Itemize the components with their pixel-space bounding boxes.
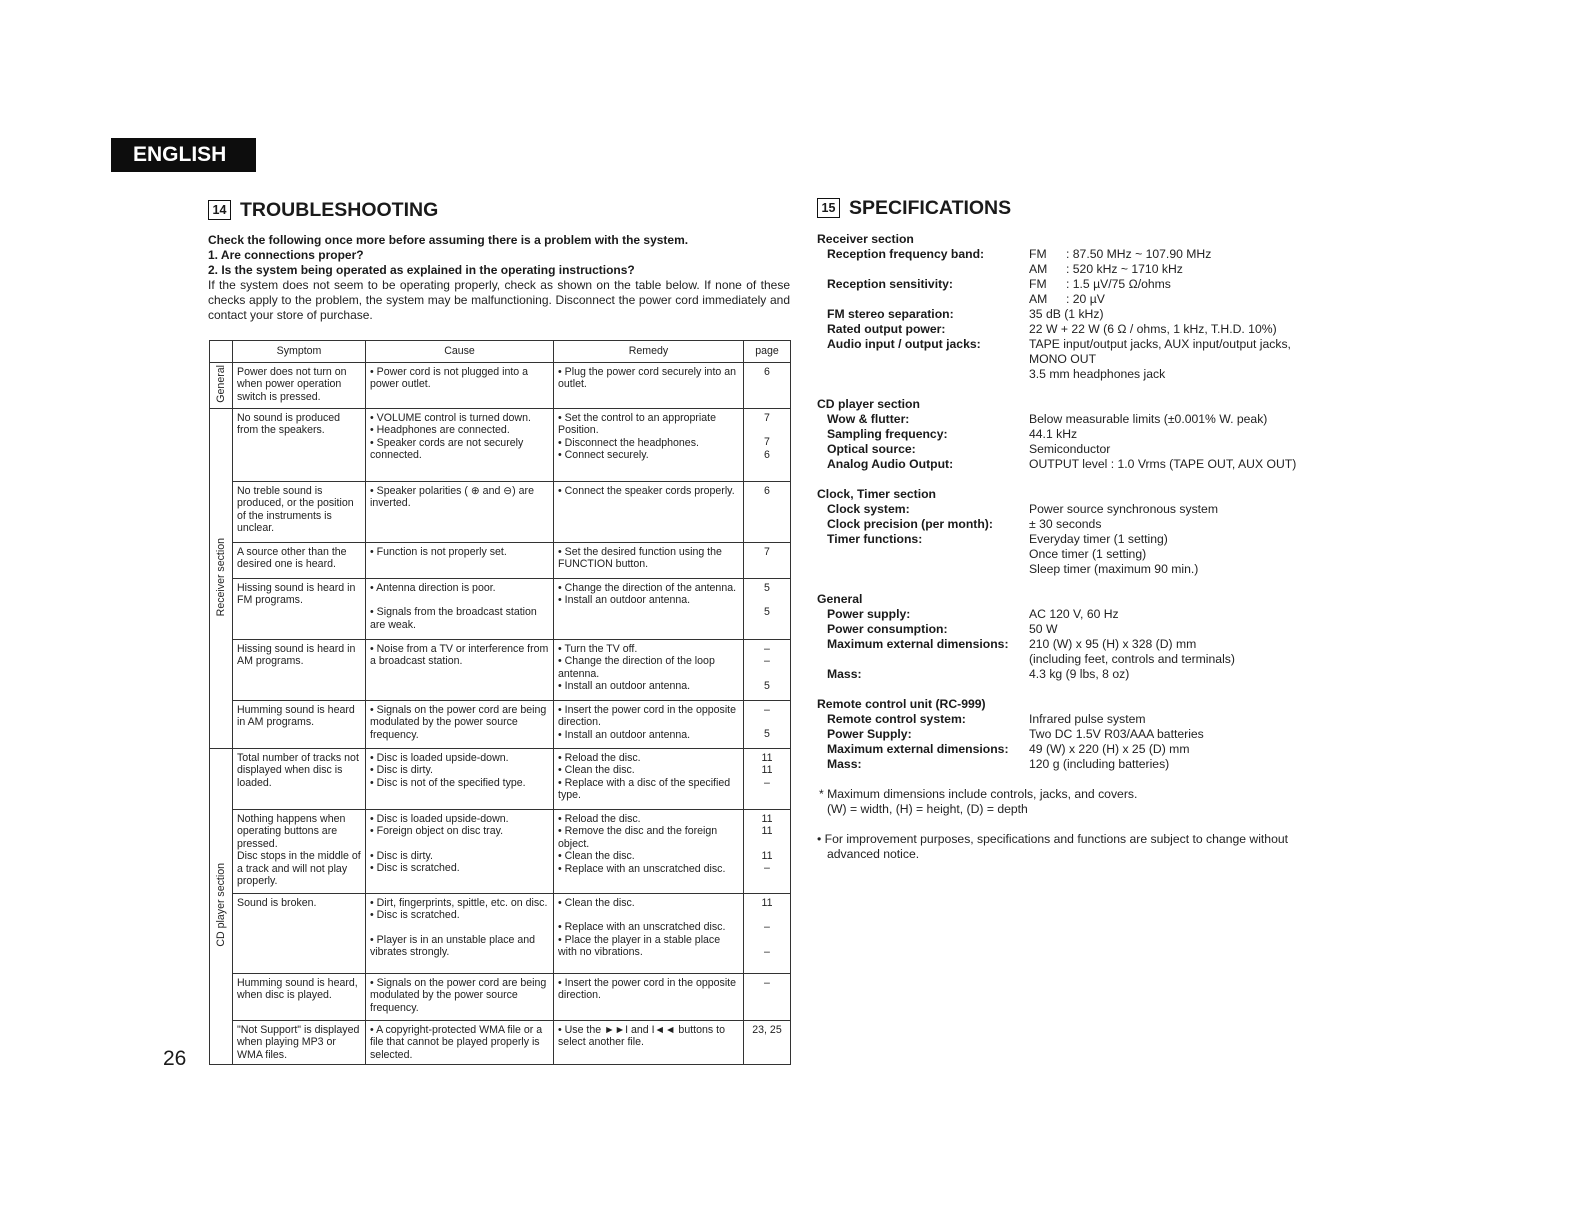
spec-row: MONO OUT (1029, 352, 1097, 366)
remedy-cell: • Insert the power cord in the opposite direction. • Install an outdoor antenna. (554, 701, 744, 749)
cause-cell: • Dirt, fingerprints, spittle, etc. on disc. • Disc is scratched. • Player is in an unstable place and vibrates strongly. (366, 894, 554, 974)
spec-row: Clock precision (per month): ± 30 seconds (827, 517, 1102, 531)
spec-row: Rated output power: 22 W + 22 W (6 Ω / ohms, 1 kHz, T.H.D. 10%) (827, 322, 1277, 336)
page-cell: 11 – – (744, 894, 791, 974)
cause-cell: • A copyright-protected WMA file or a file that cannot be played properly is selected. (366, 1021, 554, 1065)
cause-cell: • VOLUME control is turned down. • Headphones are connected. • Speaker cords are not securely connected. (366, 409, 554, 482)
symptom-cell: Sound is broken. (233, 894, 366, 974)
spec-row: Wow & flutter: Below measurable limits (±0.001% W. peak) (827, 412, 1268, 426)
header-group (210, 341, 233, 363)
remedy-cell: • Plug the power cord securely into an outlet. (554, 363, 744, 409)
table-row (210, 1021, 791, 1065)
group-cd-player: CD player section (210, 749, 233, 1065)
table-row (210, 579, 791, 640)
group-receiver: Receiver section (210, 409, 233, 749)
intro-line: Check the following once more before assuming there is a problem with the system. (208, 233, 689, 247)
section-title-text: SPECIFICATIONS (849, 197, 1012, 219)
table-row (210, 749, 791, 810)
spec-row: 3.5 mm headphones jack (1029, 367, 1166, 381)
table-row (210, 701, 791, 749)
page-cell: – (744, 974, 791, 1021)
intro-line: 2. Is the system being operated as explained in the operating instructions? (208, 263, 635, 277)
cause-cell: • Noise from a TV or interference from a broadcast station. (366, 640, 554, 701)
table-row (210, 482, 791, 543)
symptom-cell: Total number of tracks not displayed when disc is loaded. (233, 749, 366, 810)
table-row (210, 974, 791, 1021)
dimension-note-legend: (W) = width, (H) = height, (D) = depth (827, 802, 1028, 816)
page-cell: 11 11 11 – (744, 810, 791, 894)
troubleshooting-title (208, 199, 438, 222)
spec-row: Audio input / output jacks: TAPE input/output jacks, AUX input/output jacks, (827, 337, 1291, 351)
spec-row: AM : 520 kHz ~ 1710 kHz (1029, 262, 1183, 276)
spec-row: Clock system: Power source synchronous system (827, 502, 1218, 516)
remedy-cell: • Set the desired function using the FUNCTION button. (554, 543, 744, 579)
page-cell: – – 5 (744, 640, 791, 701)
header-symptom: Symptom (233, 341, 366, 363)
group-general: General (210, 363, 233, 409)
spec-heading: General (817, 592, 863, 606)
spec-row: Sleep timer (maximum 90 min.) (1029, 562, 1199, 576)
spec-row: Power consumption: 50 W (827, 622, 1058, 636)
spec-row: Power Supply: Two DC 1.5V R03/AAA batteries (827, 727, 1204, 741)
intro-line: 1. Are connections proper? (208, 248, 364, 262)
spec-row: Maximum external dimensions: 210 (W) x 95 (H) x 328 (D) mm (827, 637, 1197, 651)
table-row (210, 810, 791, 894)
change-notice-cont: advanced notice. (827, 847, 920, 861)
spec-row: Maximum external dimensions: 49 (W) x 220 (H) x 25 (D) mm (827, 742, 1190, 756)
page-cell: 7 7 6 (744, 409, 791, 482)
cause-cell: • Signals on the power cord are being modulated by the power source frequency. (366, 974, 554, 1021)
remedy-cell: • Clean the disc. • Replace with an unscratched disc. • Place the player in a stable place with no vibrations. (554, 894, 744, 974)
remedy-cell: • Change the direction of the antenna. • Install an outdoor antenna. (554, 579, 744, 640)
table-row (210, 543, 791, 579)
cause-cell: • Antenna direction is poor. • Signals from the broadcast station are weak. (366, 579, 554, 640)
cause-cell: • Function is not properly set. (366, 543, 554, 579)
symptom-cell: "Not Support" is displayed when playing MP3 or WMA files. (233, 1021, 366, 1065)
symptom-cell: Humming sound is heard, when disc is played. (233, 974, 366, 1021)
remedy-cell: • Reload the disc. • Remove the disc and the foreign object. • Clean the disc. • Replace with an unscratched disc. (554, 810, 744, 894)
spec-row: AM : 20 µV (1029, 292, 1105, 306)
spec-row: FM stereo separation: 35 dB (1 kHz) (827, 307, 1104, 321)
table-row (210, 894, 791, 974)
header-cause: Cause (366, 341, 554, 363)
remedy-cell: • Connect the speaker cords properly. (554, 482, 744, 543)
table-header-row (210, 341, 791, 363)
troubleshooting-intro (208, 233, 790, 323)
spec-row: Optical source: Semiconductor (827, 442, 1111, 456)
symptom-cell: No treble sound is produced, or the position of the instruments is unclear. (233, 482, 366, 543)
spec-heading: CD player section (817, 397, 920, 411)
header-page: page (744, 341, 791, 363)
table-row (210, 363, 791, 409)
spec-row: Power supply: AC 120 V, 60 Hz (827, 607, 1119, 621)
spec-heading: Remote control unit (RC-999) (817, 697, 986, 711)
page-cell: 6 (744, 363, 791, 409)
spec-row: Mass: 120 g (including batteries) (827, 757, 1170, 771)
dimension-note: * Maximum dimensions include controls, jacks, and covers. (819, 787, 1138, 801)
symptom-cell: Power does not turn on when power operation switch is pressed. (233, 363, 366, 409)
cause-cell: • Disc is loaded upside-down. • Foreign object on disc tray. • Disc is dirty. • Disc is scratched. (366, 810, 554, 894)
change-notice: • For improvement purposes, specifications and functions are subject to change without (817, 832, 1289, 846)
page-cell: 23, 25 (744, 1021, 791, 1065)
symptom-cell: Hissing sound is heard in FM programs. (233, 579, 366, 640)
symptom-cell: Nothing happens when operating buttons are pressed. Disc stops in the middle of a track and will not play properly. (233, 810, 366, 894)
cause-cell: • Speaker polarities ( ⊕ and ⊖) are inverted. (366, 482, 554, 543)
page-number: 26 (163, 1047, 187, 1070)
symptom-cell: Hissing sound is heard in AM programs. (233, 640, 366, 701)
troubleshooting-table (209, 340, 791, 1065)
section-number: 15 (817, 198, 840, 218)
cause-cell: • Signals on the power cord are being modulated by the power source frequency. (366, 701, 554, 749)
page-cell: 6 (744, 482, 791, 543)
page-cell: 11 11 – (744, 749, 791, 810)
specifications-title (817, 197, 1011, 220)
spec-row: Sampling frequency: 44.1 kHz (827, 427, 1078, 441)
cause-cell: • Power cord is not plugged into a power outlet. (366, 363, 554, 409)
spec-row: Remote control system: Infrared pulse system (827, 712, 1146, 726)
spec-row: Analog Audio Output: OUTPUT level : 1.0 Vrms (TAPE OUT, AUX OUT) (827, 457, 1297, 471)
spec-row: Reception sensitivity: FM : 1.5 µV/75 Ω/ohms (827, 277, 1171, 291)
remedy-cell: • Reload the disc. • Clean the disc. • Replace with a disc of the specified type. (554, 749, 744, 810)
page-cell: 5 5 (744, 579, 791, 640)
table-row (210, 409, 791, 482)
language-tab: ENGLISH (111, 138, 256, 172)
header-remedy: Remedy (554, 341, 744, 363)
cause-cell: • Disc is loaded upside-down. • Disc is dirty. • Disc is not of the specified type. (366, 749, 554, 810)
spec-row: Once timer (1 setting) (1029, 547, 1147, 561)
remedy-cell: • Set the control to an appropriate Position. • Disconnect the headphones. • Connect securely. (554, 409, 744, 482)
spec-row: Timer functions: Everyday timer (1 setting) (827, 532, 1168, 546)
section-title-text: TROUBLESHOOTING (240, 199, 439, 221)
remedy-cell: • Turn the TV off. • Change the direction of the loop antenna. • Install an outdoor antenna. (554, 640, 744, 701)
table-row (210, 640, 791, 701)
spec-row: (including feet, controls and terminals) (1029, 652, 1235, 666)
spec-heading: Receiver section (817, 232, 914, 246)
remedy-cell: • Insert the power cord in the opposite direction. (554, 974, 744, 1021)
spec-row: Reception frequency band: FM : 87.50 MHz ~ 107.90 MHz (827, 247, 1212, 261)
spec-heading: Clock, Timer section (817, 487, 936, 501)
page-cell: – 5 (744, 701, 791, 749)
intro-paragraph: If the system does not seem to be operating properly, check as shown on the table below. If none of these checks apply to the problem, the system may be malfunctioning. Disconnect the power cord immediately and contact your store of purchase. (208, 278, 790, 322)
symptom-cell: A source other than the desired one is heard. (233, 543, 366, 579)
remedy-cell: • Use the ►►I and I◄◄ buttons to select another file. (554, 1021, 744, 1065)
spec-row: Mass: 4.3 kg (9 lbs, 8 oz) (827, 667, 1130, 681)
symptom-cell: Humming sound is heard in AM programs. (233, 701, 366, 749)
specifications-list (817, 232, 1457, 862)
section-number: 14 (208, 200, 231, 220)
page-cell: 7 (744, 543, 791, 579)
symptom-cell: No sound is produced from the speakers. (233, 409, 366, 482)
